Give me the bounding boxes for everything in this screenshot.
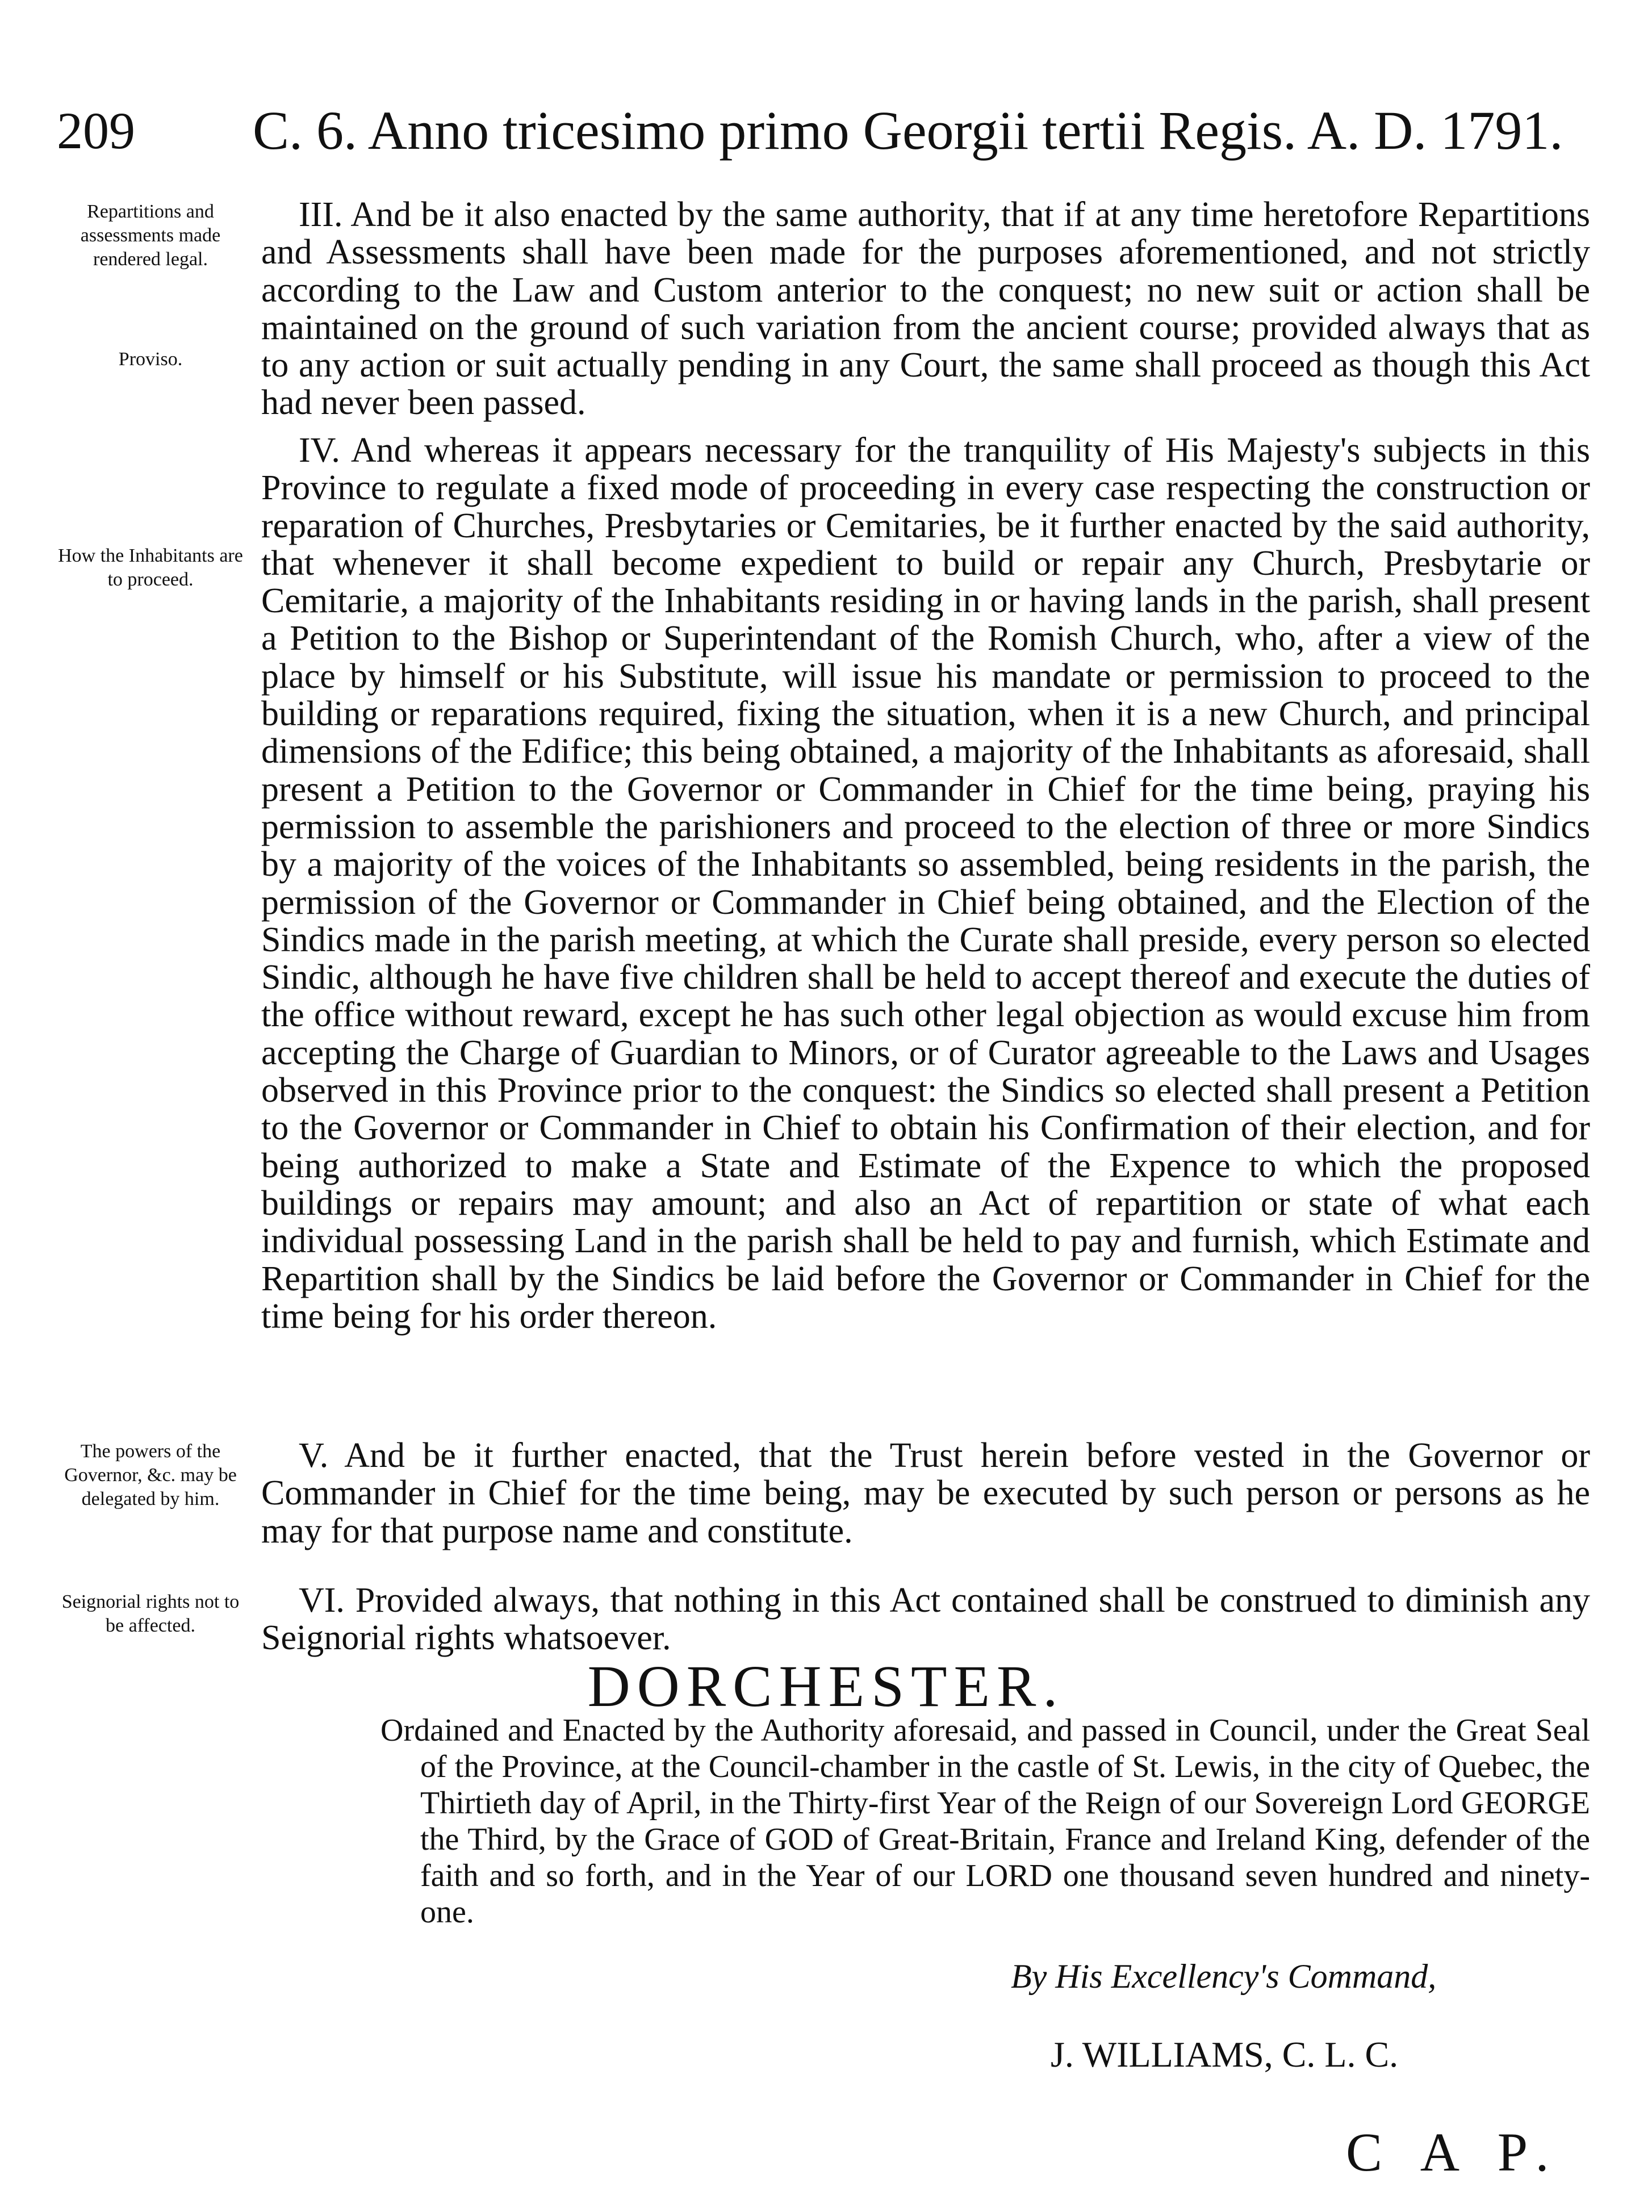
page-header [57, 97, 1601, 176]
section-iv: IV. And whereas it appears necessary for the tranquility of His Majesty's subjects in this Province to regulate a fixed mode of proceeding in every case respecting the construction or reparation of Churches, Presbytaries or Cemitaries, be it further enacted by the said authority, that whenever it shall become expedient to build or repair any Church, Presbytarie or Cemitarie, a majority of the Inhabitants residing in or having lands in the parish, shall present a Petition to the Bishop or Superintendant of the Romish Church, who, after a view of the place by himself or his Substitute, will issue his mandate or permission to proceed to the building or reparations required, fixing the situation, when it is a new Church, and principal dimensions of the Edifice; this being obtained, a majority of the Inhabitants as aforesaid, shall present a Petition to the Governor or Commander in Chief for the time being, praying his permission to assemble the parishioners and proceed to the election of three or more Sindics by a majority of the voices of the Inhabitants so assembled, being residents in the parish, the permission of the Governor or Commander in Chief being obtained, and the Election of the Sindics made in the parish meeting, at which the Curate shall preside, every person so elected Sindic, although he have five children shall be held to accept thereof and execute the duties of the office without reward, except he has such other legal objection as would excuse him from accepting the Charge of Guardian to Minors, or of Curator agreeable to the Laws and Usages observed in this Province prior to the conquest: the Sindics so elected shall present a Petition to the Governor or Commander in Chief to obtain his Confirmation of their election, and for being authorized to make a State and Estimate of the Expence to which the proposed buildings or repairs may amount; and also an Act of repartition or state of what each individual possessing Land in the parish shall be held to pay and furnish, which Estimate and Repartition shall by the Sindics be laid before the Governor or Commander in Chief for the time being for his order thereon. [261, 431, 1590, 1336]
command-line: By His Excellency's Command, [1011, 1958, 1437, 1995]
section-vi: VI. Provided always, that nothing in this Act contained shall be construed to diminish any Seignorial rights whatsoever. [261, 1581, 1590, 1658]
margin-note-powers: The powers of the Governor, &c. may be delegated by him. [64, 1441, 237, 1509]
margin-note-proviso: Proviso. [118, 349, 183, 370]
margin-note-repartitions: Repartitions and assessments made rendered legal. [80, 201, 221, 270]
section-iii: III. And be it also enacted by the same authority, that if at any time heretofore Repartitions and Assessments shall have been made for the purposes aforementioned, and not strictly according to the Law and Custom anterior to the conquest; no new suit or action shall be maintained on the ground of such variation from the ancient course; provided always that as to any action or suit actually pending in any Court, the same shall proceed as though this Act had never been passed. [261, 195, 1590, 423]
secretary-signature: J. WILLIAMS, C. L. C. [1051, 2034, 1399, 2075]
page-number: 209 [57, 102, 135, 160]
dorchester-signature: DORCHESTER. [587, 1654, 1065, 1719]
running-head: C. 6. Anno tricesimo primo Georgii tertii Regis. A. D. 1791. [253, 100, 1563, 161]
catchword: C A P. [1346, 2122, 1563, 2182]
ordinance-paragraph: Ordained and Enacted by the Authority aforesaid, and passed in Council, under the Great Seal of the Province, at the Council-chamber in the castle of St. Lewis, in the city of Quebec, the Thirtieth day of April, in the Thirty-first Year of the Reign of our Sovereign Lord GEORGE the Third, by the Grace of GOD of Great-Britain, France and Ireland King, defender of the faith and so forth, and in the Year of our LORD one thousand seven hundred and ninety-one. [380, 1713, 1590, 1930]
margin-note-seignorial: Seignorial rights not to be affected. [61, 1591, 240, 1636]
margin-note-inhabitants: How the Inhabitants are to proceed. [58, 545, 243, 590]
section-v: V. And be it further enacted, that the Trust herein before vested in the Governor or Commander in Chief for the time being, may be executed by such person or persons as he may for that purpose name and constitute. [261, 1436, 1590, 1550]
